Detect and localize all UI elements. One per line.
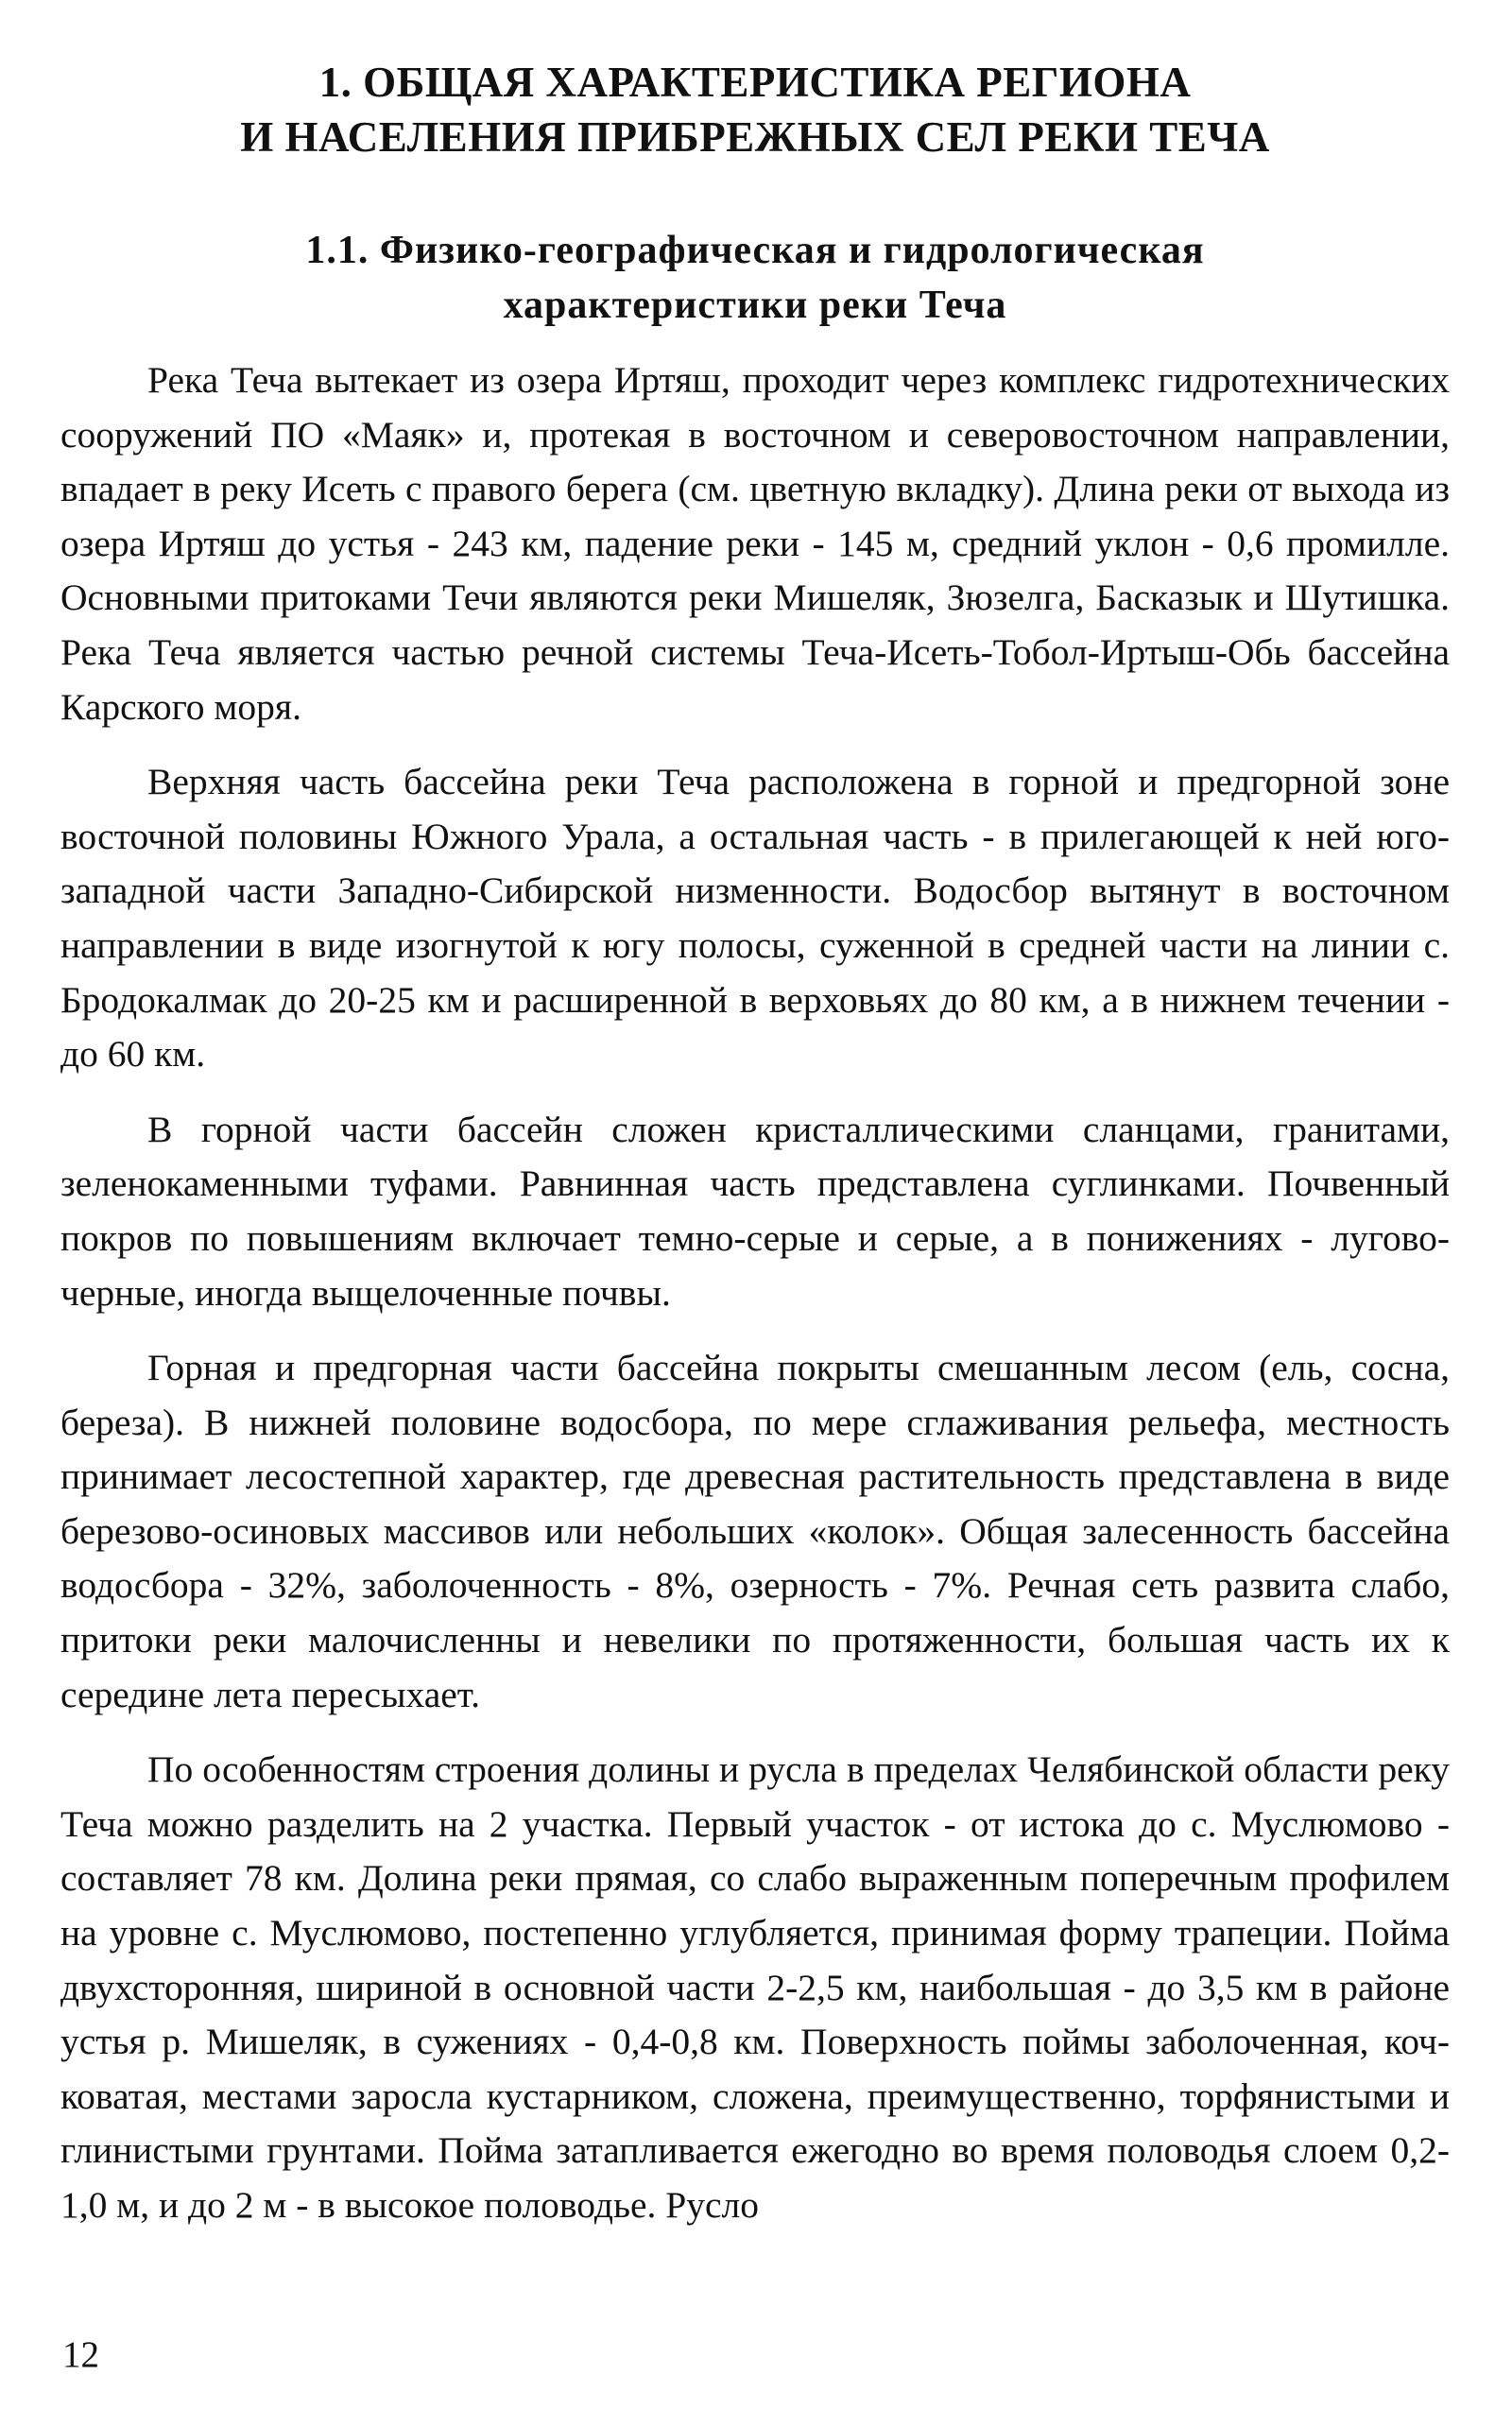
page-number: 12: [62, 2334, 99, 2375]
paragraph-valley-sections: По особенностям строения долины и русла в пределах Челябинской области реку Теча можно разделить на 2 участка. Первый участок - от истока до с. Муслюмово - составляет 78 км. Долина реки прямая, со слабо выраженным поперечным профилем на уровне с. Муслюмово, постепенно углубляется, принимая форму трапеции. Пойма двухсторонняя, шириной в основной части 2-2,5 км, наибольшая - до 3,5 км в районе устья р. Мишеляк, в сужениях - 0,4-0,8 км. Поверхность поймы заболоченная, кочковатая, местами заросла кустарником, сложена, преимущественно, торфянистыми и глинистыми грунтами. Пойма затапливается ежегодно во время половодья слоем 0,2-1,0 м, и до 2 м - в высокое половодье. Русло: [60, 1748, 1450, 2226]
chapter-title: [60, 55, 1450, 164]
chapter-title-line-1: 1. ОБЩАЯ ХАРАКТЕРИСТИКА РЕГИОНА: [318, 59, 1192, 106]
body-text: [60, 353, 1450, 2233]
section-title-line-2: характеристики реки Теча: [503, 284, 1007, 327]
book-page: [60, 55, 1450, 2233]
section-title: [60, 223, 1450, 333]
paragraph-vegetation: Горная и предгорная части бассейна покрыты смешанным лесом (ель, сосна, береза). В нижней половине водосбора, по мере сглаживания рельефа, местность принимает лесостепной характер, где древесная растительность представлена в виде березово-осиновых массивов или небольших «колок». Общая залесенность бассейна водосбора - 32%, заболоченность - 8%, озерность - 7%. Речная сеть развита слабо, притоки реки малочисленны и невелики по протяженности, большая часть их к середине лета пересыхает.: [60, 1347, 1450, 1715]
paragraph-upper-basin: Верхняя часть бассейна реки Теча расположена в горной и предгорной зоне восточной половины Южного Урала, а остальная часть - в прилегающей к ней юго-западной части Западно-Сибирской низменности. Водосбор вытянут в восточном направлении в виде изогнутой к югу полосы, суженной в средней части на линии с. Бродокалмак до 20-25 км и расширенной в верховьях до 80 км, а в нижнем течении - до 60 км.: [60, 761, 1450, 1076]
chapter-title-line-2: И НАСЕЛЕНИЯ ПРИБРЕЖНЫХ СЕЛ РЕКИ ТЕЧА: [240, 113, 1270, 161]
paragraph-geology-soils: В горной части бассейн сложен кристаллическими сланцами, гранитами, зеленокаменными туфами. Равнинная часть представлена суглинками. Почвенный покров по повышениям включает темно-серые и серые, а в понижениях - лугово-черные, иногда выщелоченные почвы.: [60, 1108, 1450, 1314]
paragraph-river-course: Река Теча вытекает из озера Иртяш, проходит через комплекс гидротехнических сооружений ПО «Маяк» и, протекая в восточном и северовосточном направлении, впадает в реку Исеть с правого берега (см. цветную вкладку). Длина реки от выхода из озера Иртяш до устья - 243 км, падение реки - 145 м, средний уклон - 0,6 промилле. Основными притоками Течи являются реки Мишеляк, Зюзелга, Басказык и Шутишка. Река Теча является частью речной системы Теча-Исеть-Тобол-Иртыш-Обь бассейна Карского моря.: [60, 359, 1450, 728]
section-title-line-1: 1.1. Физико-географическая и гидрологическая: [305, 229, 1205, 272]
